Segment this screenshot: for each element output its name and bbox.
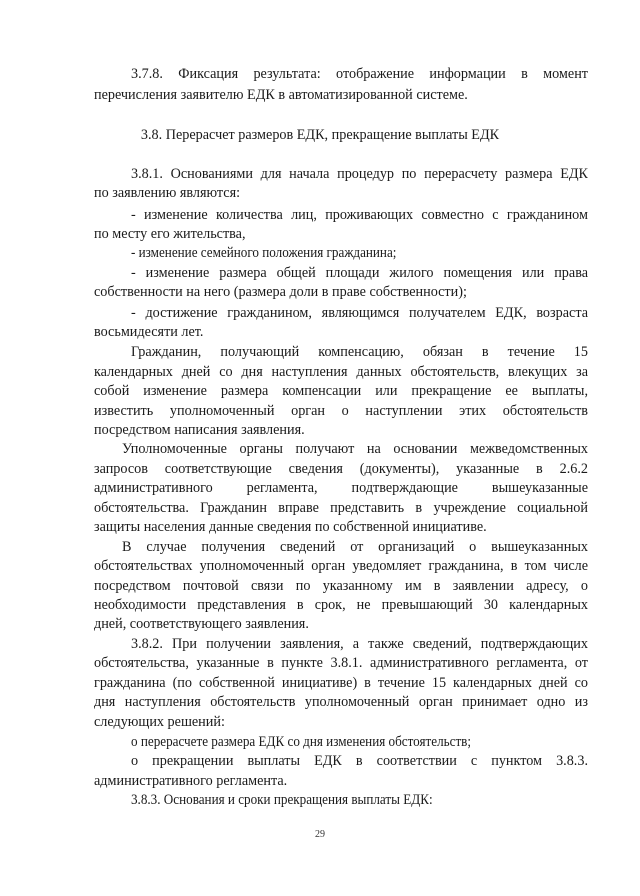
- decision-item-2-line-1: о прекращении выплаты ЕДК в соответствии с пунктом 3.8.3.: [131, 753, 588, 769]
- paragraph-3-8-2-line-3: гражданина (по собственной инициативе) в течение 15 календарных дней со: [94, 675, 588, 691]
- paragraph-3-7-8-line-2: перечисления заявителю ЕДК в автоматизированной системе.: [94, 87, 468, 103]
- section-heading-3-8: 3.8. Перерасчет размеров ЕДК, прекращение выплаты ЕДК: [140, 127, 500, 143]
- paragraph-authorities-line-2: запросов соответствующие сведения (документы), указанные в 2.6.2: [94, 461, 588, 477]
- paragraph-3-8-1-line-2: по заявлению являются:: [94, 185, 241, 201]
- paragraph-3-8-3: 3.8.3. Основания и сроки прекращения выплаты ЕДК:: [131, 792, 433, 808]
- paragraph-notification-line-2: обстоятельствах уполномоченный орган уведомляет гражданина, в том числе: [94, 558, 588, 574]
- list-item-3-line-2: собственности на него (размера доли в праве собственности);: [94, 284, 467, 300]
- paragraph-authorities-line-5: защиты населения данные сведения по собственной инициативе.: [94, 519, 487, 535]
- page-number: 29: [315, 829, 325, 840]
- paragraph-citizen-line-3: собой изменение размера компенсации или прекращение ее выплаты,: [94, 383, 588, 399]
- paragraph-3-8-2-line-1: 3.8.2. При получении заявления, а также сведений, подтверждающих: [131, 636, 588, 652]
- paragraph-citizen-line-4: известить уполномоченный орган о наступлении этих обстоятельств: [94, 403, 588, 419]
- paragraph-3-8-2-line-4: дня наступления обстоятельств уполномоченный орган принимает одно из: [94, 694, 588, 710]
- list-item-1-line-2: по месту его жительства,: [94, 226, 246, 242]
- list-item-1-line-1: - изменение количества лиц, проживающих совместно с гражданином: [131, 207, 588, 223]
- list-item-4-line-2: восьмидесяти лет.: [94, 324, 204, 340]
- paragraph-3-8-2-line-2: обстоятельства, указанные в пункте 3.8.1. административного регламента, от: [94, 655, 588, 671]
- paragraph-3-8-2-line-5: следующих решений:: [94, 714, 225, 730]
- paragraph-3-8-1-line-1: 3.8.1. Основаниями для начала процедур по перерасчету размера ЕДК: [131, 166, 588, 182]
- paragraph-notification-line-4: необходимости представления в срок, не превышающий 30 календарных: [94, 597, 588, 613]
- decision-item-2-line-2: административного регламента.: [94, 773, 288, 789]
- decision-item-1: о перерасчете размера ЕДК со дня изменения обстоятельств;: [131, 734, 472, 750]
- paragraph-notification-line-3: посредством почтовой связи по указанному им в заявлении адресу, о: [94, 578, 588, 594]
- list-item-4-line-1: - достижение гражданином, являющимся получателем ЕДК, возраста: [131, 305, 588, 321]
- paragraph-authorities-line-1: Уполномоченные органы получают на основании межведомственных: [122, 441, 588, 457]
- paragraph-citizen-line-5: посредством написания заявления.: [94, 422, 305, 438]
- paragraph-3-7-8-line-1: 3.7.8. Фиксация результата: отображение информации в момент: [131, 66, 588, 82]
- list-item-3-line-1: - изменение размера общей площади жилого помещения или права: [131, 265, 588, 281]
- paragraph-citizen-line-2: календарных дней со дня наступления данных обстоятельств, влекущих за: [94, 364, 588, 380]
- paragraph-notification-line-5: дней, соответствующего заявления.: [94, 616, 309, 632]
- paragraph-authorities-line-4: обстоятельства. Гражданин вправе представить в учреждение социальной: [94, 500, 588, 516]
- paragraph-authorities-line-3: административного регламента, подтверждающие вышеуказанные: [94, 480, 588, 496]
- paragraph-notification-line-1: В случае получения сведений от организаций о вышеуказанных: [122, 539, 588, 555]
- paragraph-citizen-line-1: Гражданин, получающий компенсацию, обязан в течение 15: [131, 344, 588, 360]
- list-item-2: - изменение семейного положения гражданина;: [131, 245, 397, 261]
